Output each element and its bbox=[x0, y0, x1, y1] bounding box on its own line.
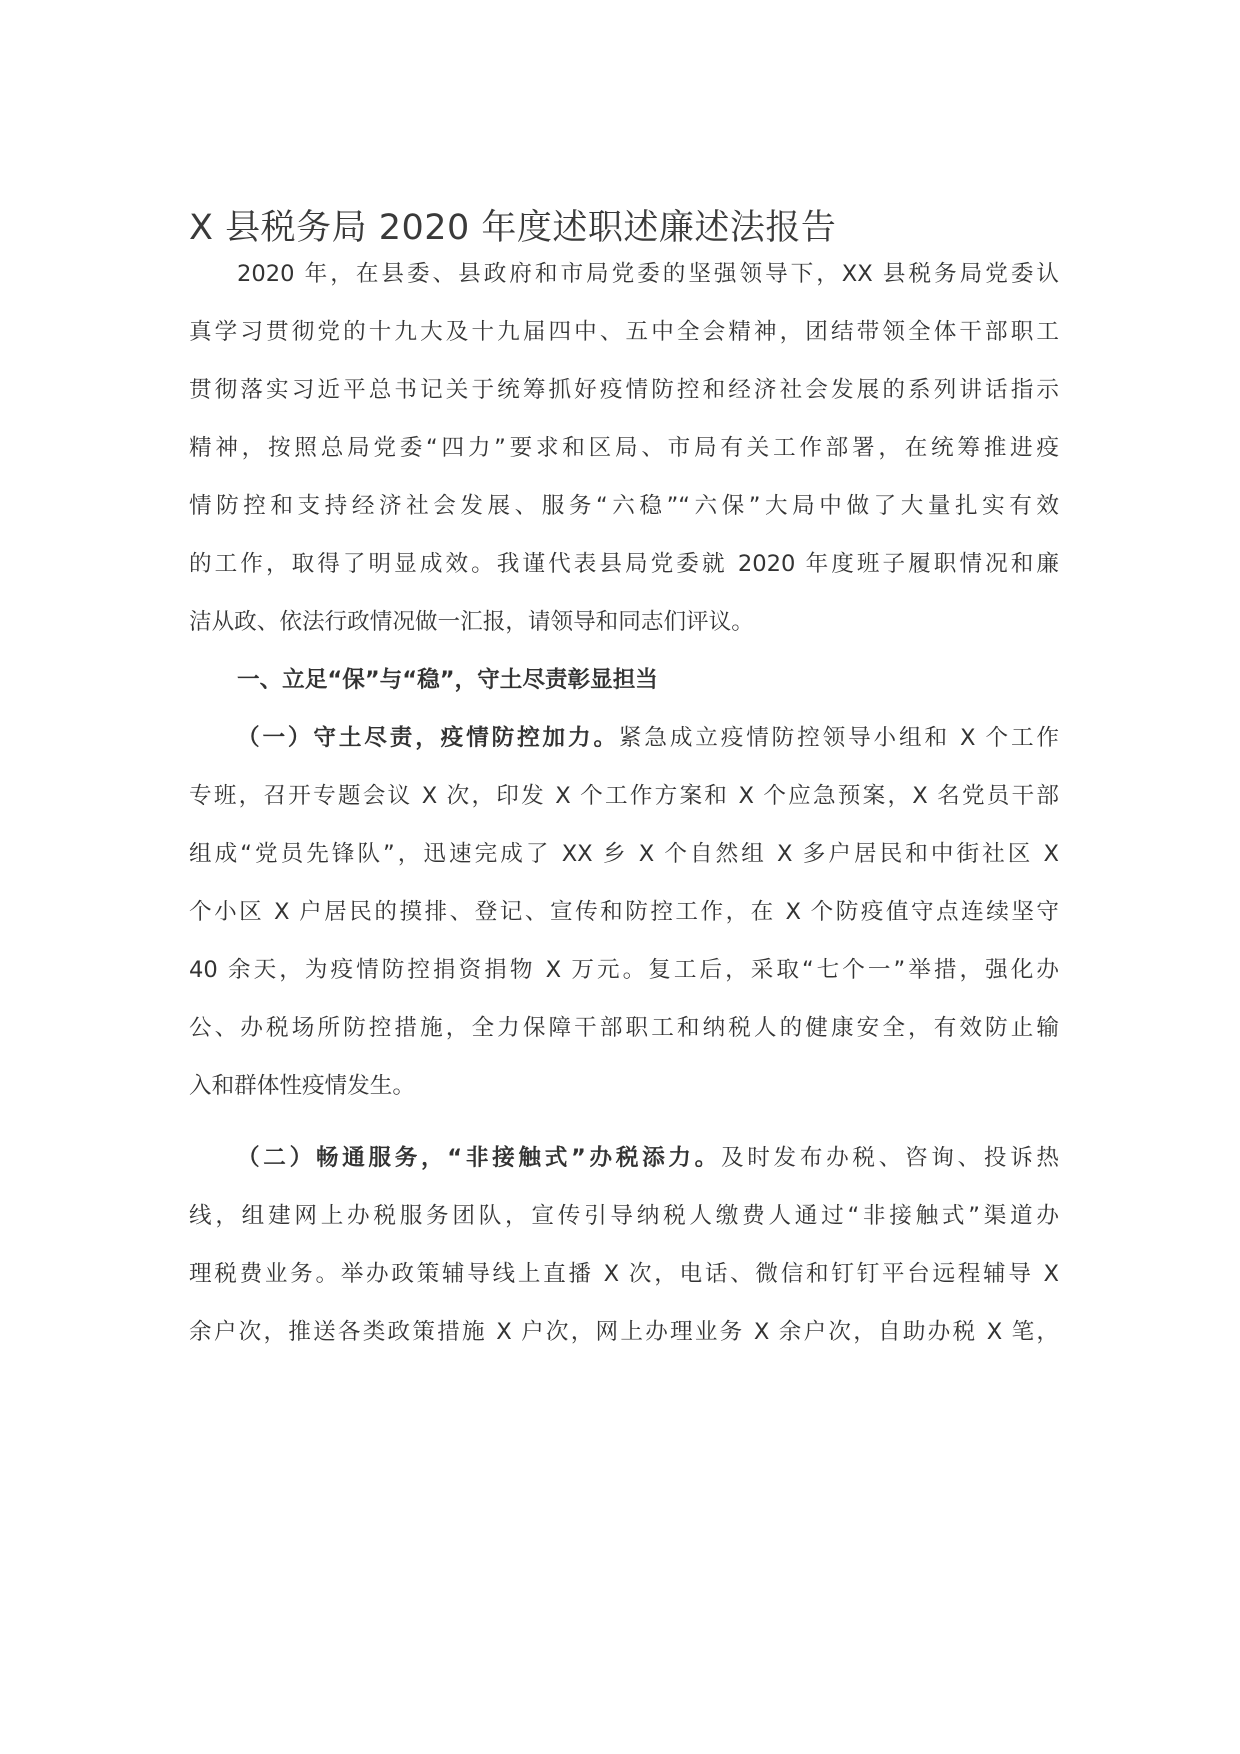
paragraph-line: 专班，召开专题会议 X 次，印发 X 个工作方案和 X 个应急预案，X 名党员干部 bbox=[189, 783, 1059, 809]
subsection-text: 紧急成立疫情防控领导小组和 X 个工作 bbox=[618, 725, 1060, 751]
paragraph-line: 入和群体性疫情发生。 bbox=[189, 1073, 415, 1099]
paragraph-line: 真学习贯彻党的十九大及十九届四中、五中全会精神，团结带领全体干部职工 bbox=[189, 319, 1059, 345]
paragraph-line: 2020 年，在县委、县政府和市局党委的坚强领导下，XX 县税务局党委认 bbox=[237, 261, 1059, 287]
subsection-first-line bbox=[189, 722, 1059, 754]
subsection-heading: （一）守土尽责，疫情防控加力。 bbox=[237, 725, 619, 751]
paragraph-line: 贯彻落实习近平总书记关于统筹抓好疫情防控和经济社会发展的系列讲话指示 bbox=[189, 377, 1059, 403]
paragraph-line: 线，组建网上办税服务团队，宣传引导纳税人缴费人通过“非接触式”渠道办 bbox=[189, 1203, 1059, 1229]
paragraph-line: 洁从政、依法行政情况做一汇报，请领导和同志们评议。 bbox=[189, 609, 754, 635]
subsection-first-line bbox=[189, 1142, 1059, 1174]
paragraph-line: 余户次，推送各类政策措施 X 户次，网上办理业务 X 余户次，自助办税 X 笔， bbox=[189, 1319, 1059, 1345]
subsection-heading: （二）畅通服务，“非接触式”办税添力。 bbox=[237, 1145, 721, 1171]
paragraph-line: 个小区 X 户居民的摸排、登记、宣传和防控工作，在 X 个防疫值守点连续坚守 bbox=[189, 899, 1059, 925]
paragraph-line: 组成“党员先锋队”，迅速完成了 XX 乡 X 个自然组 X 多户居民和中街社区 X bbox=[189, 841, 1059, 867]
subsection-text: 及时发布办税、咨询、投诉热 bbox=[720, 1145, 1060, 1171]
paragraph-line: 理税费业务。举办政策辅导线上直播 X 次，电话、微信和钉钉平台远程辅导 X bbox=[189, 1261, 1059, 1287]
paragraph-line: 的工作，取得了明显成效。我谨代表县局党委就 2020 年度班子履职情况和廉 bbox=[189, 551, 1059, 577]
paragraph-line: 精神，按照总局党委“四力”要求和区局、市局有关工作部署，在统筹推进疫 bbox=[189, 435, 1059, 461]
paragraph-line: 40 余天，为疫情防控捐资捐物 X 万元。复工后，采取“七个一”举措，强化办 bbox=[189, 957, 1059, 983]
section-heading: 一、立足“保”与“稳”，守土尽责彰显担当 bbox=[237, 667, 658, 693]
paragraph-line: 情防控和支持经济社会发展、服务“六稳”“六保”大局中做了大量扎实有效 bbox=[189, 493, 1059, 519]
document-title: X 县税务局 2020 年度述职述廉述法报告 bbox=[189, 208, 837, 248]
paragraph-line: 公、办税场所防控措施，全力保障干部职工和纳税人的健康安全，有效防止输 bbox=[189, 1015, 1059, 1041]
